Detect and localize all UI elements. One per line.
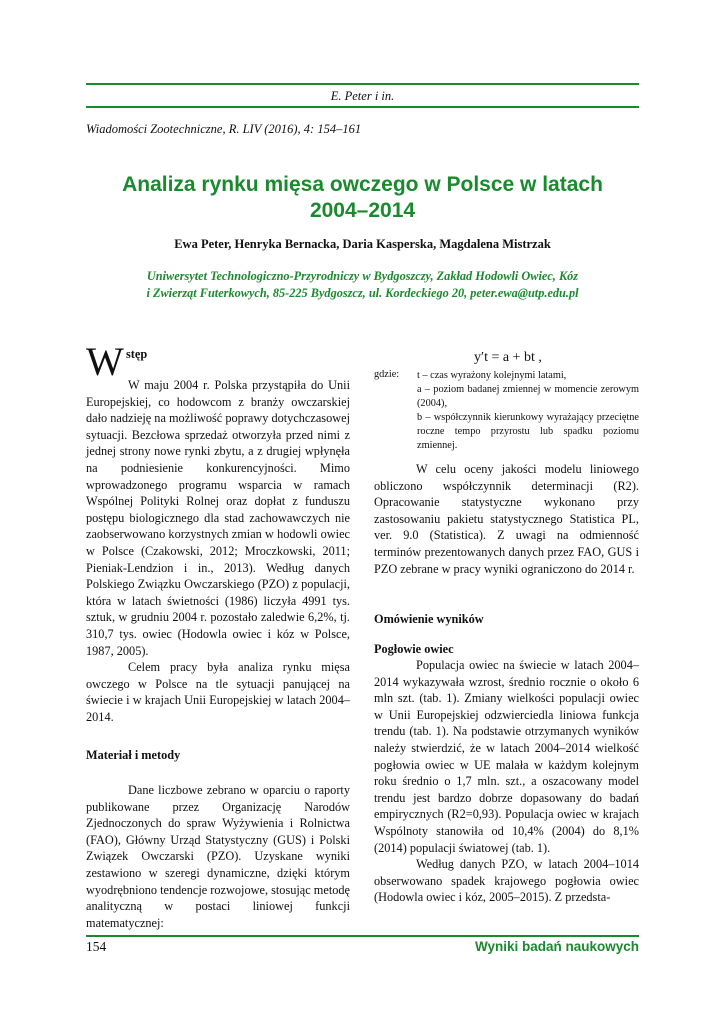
header-rule bbox=[86, 106, 639, 108]
intro-dropcap bbox=[86, 339, 124, 384]
methods-continued bbox=[374, 461, 639, 577]
variable-definitions bbox=[417, 369, 639, 453]
page-number: 154 bbox=[86, 939, 107, 954]
intro-paragraph-1: W maju 2004 r. Polska przystąpiła do Unii Europejskiej, co hodowcom z branży owczarskiej dało nadzieję na możliwość poprawy dotychczasowej sytuacji. Bezcłowa sprzedaż otworzyła przed nimi z jednej strony nowe rynki zbytu, a z drugiej wpłynęła na podniesienie konkurencyjności. Mimo wprowadzonego programu wsparcia w ramach Wspólnej Polityki Rolnej oraz dopłat z funduszu postępu biologicznego dla stad zachowawczych nie zaobserwowano korzystnych zmian w hodowli owiec w Polsce (Czakowski, 2012; Mroczkowski, 2011; Pieniak-Lendzion i in., 2013). Według danych Polskiego Związku Owczarskiego (PZO) z populacji, która w latach świetności (1986) liczyła 4991 tys. sztuk, w grudniu 2004 r. pozostało zaledwie 6,2%, tj. 310,7 tys. owiec (Hodowla owiec i kóz w Polsce, 1987, 2005). bbox=[86, 378, 350, 658]
methods-heading: Materiał i metody bbox=[86, 748, 181, 762]
definition-t: t – czas wyrażony kolejnymi latami, bbox=[417, 370, 567, 381]
results-heading: Omówienie wyników bbox=[374, 612, 484, 626]
journal-citation: Wiadomości Zootechniczne, R. LIV (2016), 4: 154–161 bbox=[86, 122, 362, 136]
article-title bbox=[86, 172, 639, 224]
affiliation bbox=[86, 268, 639, 301]
definition-b: b – współczynnik kierunkowy wyrażający przeciętne roczne tempo przyrostu lub spadku poziomu zmiennej. bbox=[417, 412, 639, 451]
footer-rule bbox=[86, 935, 639, 937]
trend-equation: y′t = a + bt , bbox=[474, 350, 542, 365]
intro-paragraph-2: Celem pracy była analiza rynku mięsa owczego w Polsce na tle sytuacji panującej na świecie i w krajach Unii Europejskiej w latach 2004–2014. bbox=[86, 660, 350, 724]
sheep-population-heading: Pogłowie owiec bbox=[374, 642, 454, 656]
affiliation-line-2: i Zwierząt Futerkowych, 85-225 Bydgoszcz, ul. Kordeckiego 20, peter.ewa@utp.edu.pl bbox=[146, 285, 579, 300]
section-brand: Wyniki badań naukowych bbox=[474, 939, 639, 954]
results-paragraph-1: Populacja owiec na świecie w latach 2004–2014 wykazywała wzrost, średnio rocznie o około 6 mln szt. (tab. 1). Zmiany wielkości populacji owiec w Unii Europejskiej odzwierciedla liniowa funkcja trendu (tab. 1). Na podstawie otrzymanych wyników należy stwierdzić, że w latach 2004–2014 wielkość pogłowia owiec w UE malała w każdym kolejnym roku średnio o 1,7 mln. szt., a oszacowany model trendu jest bardzo dobrze dopasowany do badań empirycznych (R2=0,93). Populacja owiec w krajach Wspólnoty stanowiła od 10,4% (2004) do 8,1% (2014) populacji światowej (tab. 1). bbox=[374, 658, 639, 855]
affiliation-line-1: Uniwersytet Technologiczno-Przyrodniczy w Bydgoszczy, Zakład Hodowli Owiec, Kóz bbox=[146, 269, 579, 283]
intro-heading: stęp bbox=[126, 347, 148, 361]
methods-paragraph-2: W celu oceny jakości modelu liniowego obliczono współczynnik determinacji (R2). Opracowanie statystyczne wykonano przy zastosowaniu pakietu statystycznego Statistica PL, ver. 9.0 (Statistica). Z uwagi na odmienność terminów prezentowanych danych przez FAO, GUS i PZO zebrane w pracy wyniki ograniczono do 2014 r. bbox=[374, 462, 639, 576]
running-author: E. Peter i in. bbox=[330, 89, 395, 103]
title-line-2: 2004–2014 bbox=[309, 199, 416, 222]
dropcap-letter: W bbox=[86, 339, 124, 384]
intro-section bbox=[86, 377, 350, 725]
definition-a: a – poziom badanej zmiennej w momencie zerowym (2004), bbox=[417, 384, 639, 409]
methods-paragraph-1: Dane liczbowe zebrano w oparciu o raporty publikowane przez Organizację Narodów Zjednoczonych do spraw Wyżywienia i Rolnictwa (FAO), Główny Urząd Statystyczny (GUS) i Polski Związek Owczarski (PZO). Uzyskane wyniki zestawiono w szeregi dynamiczne, dzięki którym wyodrębniono tendencje rozwojowe, stosując metodę analityczną w postaci liniowej funkcji matematycznej: bbox=[86, 783, 350, 930]
where-label: gdzie: bbox=[374, 369, 400, 380]
top-rule bbox=[86, 83, 639, 85]
methods-section bbox=[86, 782, 350, 931]
title-line-1: Analiza rynku mięsa owczego w Polsce w latach bbox=[122, 173, 603, 196]
results-paragraph-2: Według danych PZO, w latach 2004–1014 obserwowano spadek krajowego pogłowia owiec (Hodowla owiec i kóz, 2005–2015). Z przedsta- bbox=[374, 857, 639, 905]
results-section bbox=[374, 657, 639, 906]
author-list: Ewa Peter, Henryka Bernacka, Daria Kasperska, Magdalena Mistrzak bbox=[174, 237, 551, 251]
